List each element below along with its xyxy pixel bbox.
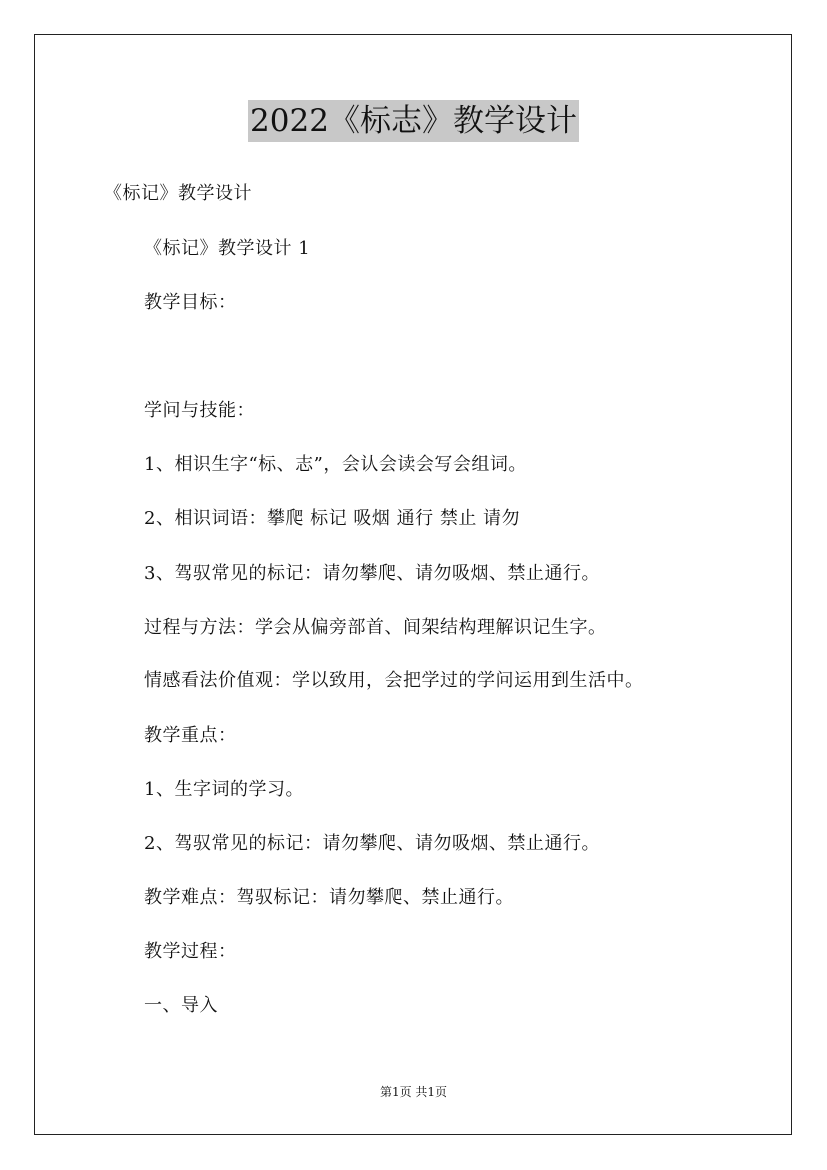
paragraph-line: 《标记》教学设计	[104, 183, 252, 204]
paragraph-line: 3、驾驭常见的标记：请勿攀爬、请勿吸烟、禁止通行。	[144, 563, 600, 584]
paragraph-line: 2、相识词语：攀爬 标记 吸烟 通行 禁止 请勿	[144, 508, 521, 529]
paragraph-line: 情感看法价值观：学以致用，会把学过的学问运用到生活中。	[144, 670, 644, 691]
paragraph-line: 2、驾驭常见的标记：请勿攀爬、请勿吸烟、禁止通行。	[144, 833, 600, 854]
paragraph-line: 教学重点：	[144, 725, 237, 746]
paragraph-line: 教学目标：	[144, 292, 237, 313]
paragraph-line: 《标记》教学设计 1	[144, 238, 311, 259]
document-title: 2022《标志》教学设计	[248, 100, 579, 142]
page-footer: 第1页 共1页	[379, 1085, 448, 1099]
paragraph-line: 一、导入	[144, 995, 218, 1016]
paragraph-line: 教学难点：驾驭标记：请勿攀爬、禁止通行。	[144, 887, 514, 908]
paragraph-line: 学问与技能：	[144, 400, 255, 421]
paragraph-line: 1、相识生字“标、志”，会认会读会写会组词。	[144, 454, 527, 475]
paragraph-line: 过程与方法：学会从偏旁部首、间架结构理解识记生字。	[144, 617, 607, 638]
paragraph-line: 教学过程：	[144, 941, 237, 962]
paragraph-line: 1、生字词的学习。	[144, 779, 304, 800]
title-container	[0, 100, 827, 142]
